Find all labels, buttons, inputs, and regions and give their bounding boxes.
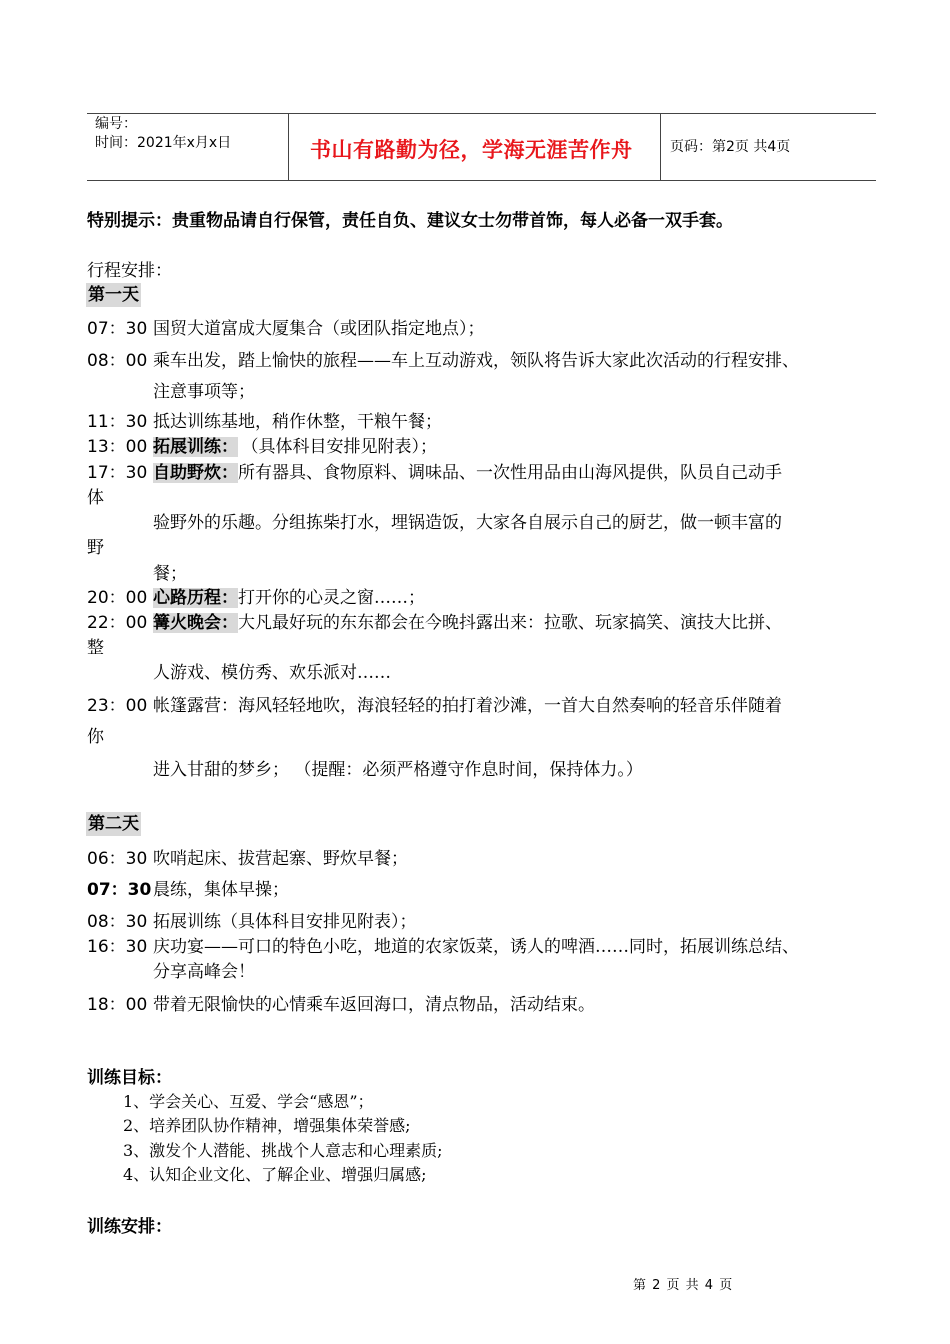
header-motto: 书山有路勤为径，学海无涯苦作舟	[310, 138, 633, 162]
day1-time-4: 17：30	[87, 463, 148, 483]
day1-time-2: 11：30	[87, 412, 148, 432]
day1-line-5	[153, 587, 425, 609]
day1-text-5: 打开你的心灵之窗……；	[238, 588, 425, 608]
day1-text-4: 所有器具、食物原料、调味品、一次性用品由山海风提供，队员自己动手	[238, 463, 782, 483]
day1-label-4: 自助野炊：	[153, 463, 238, 483]
day1-time-5: 20：00	[87, 588, 148, 608]
day2-title: 第二天	[88, 814, 139, 834]
day2-text-0: 吹哨起床、拔营起寨、野炊早餐；	[153, 849, 408, 869]
day2-time-0: 06：30	[87, 849, 148, 869]
header-date-label: 时间：2021年x月x日	[95, 135, 232, 151]
itinerary-title: 行程安排：	[87, 261, 172, 281]
day1-line-3	[153, 436, 437, 458]
day1-time-0: 07：30	[87, 319, 148, 339]
arrangement-title: 训练安排：	[87, 1217, 172, 1237]
day1-cont-6: 人游戏、模仿秀、欢乐派对……	[153, 663, 391, 683]
goal-item-1: 2、培养团队协作精神，增强集体荣誉感;	[123, 1116, 411, 1135]
day1-text-3: （具体科目安排见附表）；	[250, 437, 437, 457]
day2-cont-3: 分享高峰会！	[153, 962, 255, 982]
day1-line-6	[153, 612, 782, 634]
day2-time-4: 18：00	[87, 995, 148, 1015]
day1-wrap1-4: 体	[87, 488, 104, 508]
special-notice: 特别提示：贵重物品请自行保管，责任自负、建议女士勿带首饰，每人必备一双手套。	[87, 211, 733, 231]
header-top-rule	[87, 113, 876, 114]
day1-line-4	[153, 462, 782, 484]
header-divider-left	[288, 113, 289, 180]
day2-text-2: 拓展训练（具体科目安排见附表）；	[153, 912, 417, 932]
day1-time-7: 23：00	[87, 696, 148, 716]
goals-title: 训练目标：	[87, 1068, 172, 1088]
header-bottom-rule	[87, 180, 876, 181]
day1-label-3: 拓展训练：	[153, 437, 238, 457]
day1-time-3: 13：00	[87, 437, 148, 457]
goal-item-2: 3、激发个人潜能、挑战个人意志和心理素质;	[123, 1141, 443, 1160]
day1-label-5: 心路历程：	[153, 588, 238, 608]
day1-text-6: 大凡最好玩的东东都会在今晚抖露出来：拉歌、玩家搞笑、演技大比拼、	[238, 613, 782, 633]
day1-cont-1: 注意事项等；	[153, 382, 255, 402]
page-footer: 第 2 页 共 4 页	[633, 1278, 734, 1293]
day1-label-6: 篝火晚会：	[153, 613, 238, 633]
day1-text-1: 乘车出发，踏上愉快的旅程——车上互动游戏，领队将告诉大家此次活动的行程安排、	[153, 351, 799, 371]
day2-time-2: 08：30	[87, 912, 148, 932]
header-page-label: 页码：第2页 共4页	[670, 139, 791, 155]
day1-time-1: 08：00	[87, 351, 148, 371]
day1-text-2: 抵达训练基地，稍作休整，干粮午餐；	[153, 412, 442, 432]
day1-cont-7: 进入甘甜的梦乡； （提醒：必须严格遵守作息时间，保持体力。）	[153, 760, 643, 780]
day2-text-3: 庆功宴——可口的特色小吃，地道的农家饭菜，诱人的啤酒……同时，拓展训练总结、	[153, 937, 799, 957]
day2-time-3: 16：30	[87, 937, 148, 957]
goal-item-3: 4、认知企业文化、了解企业、增强归属感;	[123, 1165, 427, 1184]
header-divider-right	[660, 113, 661, 180]
goal-item-0: 1、学会关心、互爱、学会“感恩”；	[123, 1092, 374, 1111]
day1-text-7: 帐篷露营：海风轻轻地吹，海浪轻轻的拍打着沙滩，一首大自然奏响的轻音乐伴随着	[153, 696, 782, 716]
day2-text-1: 晨练，集体早操；	[153, 880, 289, 900]
day1-time-6: 22：00	[87, 613, 148, 633]
day2-text-4: 带着无限愉快的心情乘车返回海口，清点物品，活动结束。	[153, 995, 595, 1015]
day1-cont-4: 验野外的乐趣。分组拣柴打水，埋锅造饭，大家各自展示自己的厨艺，做一顿丰富的	[153, 513, 782, 533]
day2-time-1: 07：30	[87, 880, 152, 900]
day1-cont2-4: 餐；	[153, 564, 187, 584]
day1-text-0: 国贸大道富成大厦集合（或团队指定地点）；	[153, 319, 485, 339]
day1-wrap1-6: 整	[87, 638, 104, 658]
day1-title: 第一天	[88, 285, 139, 305]
day1-wrap1-7: 你	[87, 727, 104, 747]
day1-wrap2-4: 野	[87, 538, 104, 558]
header-code-label: 编号：	[95, 116, 137, 132]
